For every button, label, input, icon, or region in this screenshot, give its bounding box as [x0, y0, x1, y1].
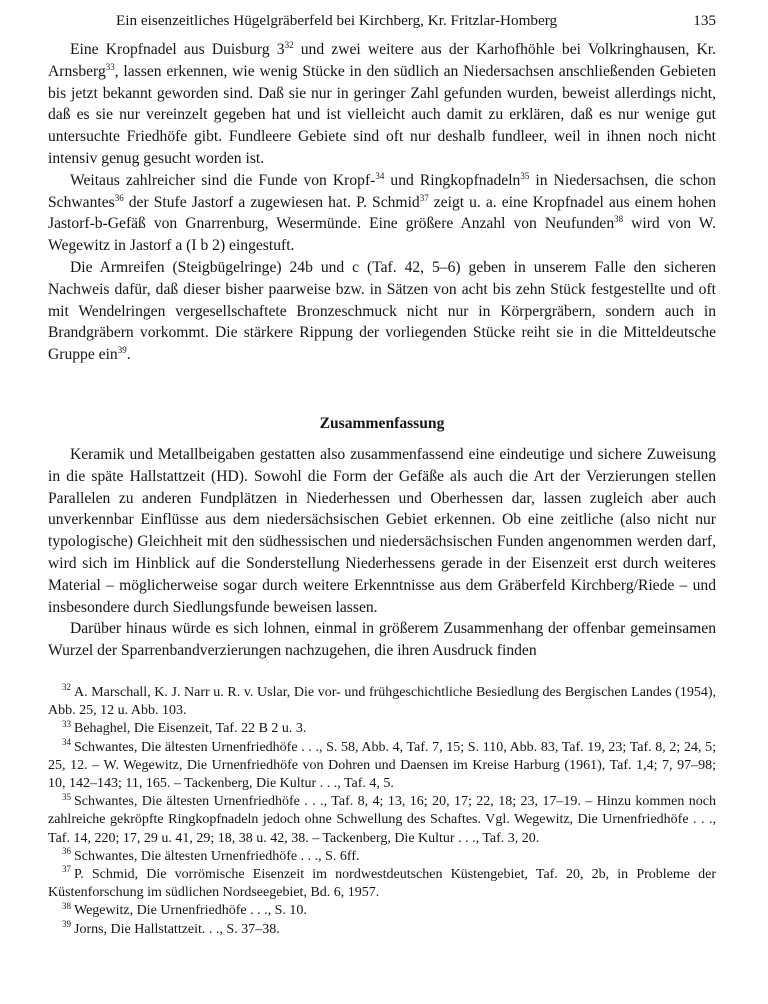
paragraph-text: der Stufe Jastorf a zugewiesen hat. P. Schmid [123, 193, 420, 211]
footnote-text: Jorns, Die Hallstattzeit. . ., S. 37–38. [74, 921, 280, 937]
paragraph-text: und zwei weitere aus der Karhofhöhle bei Volkringhausen, Kr. Arnsberg [48, 41, 716, 80]
footnote-reference: 34 [375, 170, 385, 181]
footnote-text: P. Schmid, Die vorrömische Eisenzeit im nordwestdeutschen Küstengebiet, Taf. 20, 2b, in Probleme der Küstenforschung im südlichen Nordseegebiet, Bd. 6, 1957. [48, 867, 716, 901]
footnote-number: 39 [62, 918, 71, 929]
footnote-text: Wegewitz, Die Urnenfriedhöfe . . ., S. 10. [74, 903, 307, 919]
footnote-number: 32 [62, 682, 71, 693]
section-heading: Zusammenfassung [319, 414, 445, 432]
body-text [48, 39, 716, 662]
footnote-number: 37 [62, 864, 71, 875]
paragraph-text: zeigt u. a. eine Kropfnadel aus einem hohen Jastorf-b-Gefäß von Gnarrenburg, Wesermünde. Eine größere Anzahl von Neufunden [48, 193, 716, 233]
running-title: Ein eisenzeitliches Hügelgräberfeld bei Kirchberg, Kr. Fritzlar-Homberg [116, 12, 558, 29]
footnote-number: 35 [62, 791, 71, 802]
body-paragraph [48, 257, 716, 366]
footnote [48, 736, 716, 794]
body-paragraph [48, 444, 716, 618]
paragraph-text: Darüber hinaus würde es sich lohnen, einmal in größerem Zusammenhang der offenbar gemeinsamen Wurzel der Sparrenbandverzierungen nachzugehen, die ihren Ausdruck finden [48, 620, 716, 660]
paragraph-text: , lassen erkennen, wie wenig Stücke in den südlich an Niedersachsen anschließenden Gebieten bis jetzt bekannt geworden sind. Daß sie nur in geringer Zahl gefunden wurden, beweist allerdings nicht, daß es sie nur vereinzelt gegeben hat und ist vielleicht auch damit zu erklären, daß es nur wenige gut untersuchte Friedhöfe gibt. Fundleere Gebiete sind oft nur deshalb fundleer, weil in ihnen noch nicht intensiv genug gesucht worden ist. [48, 62, 716, 167]
paragraph-text: und Ringkopfnadeln [384, 171, 521, 189]
footnote-reference: 35 [520, 170, 530, 181]
paragraph-text: Eine Kropfnadel aus Duisburg 3 [70, 41, 285, 58]
document-page [48, 0, 716, 1004]
footnote [48, 918, 716, 939]
body-paragraph [48, 618, 716, 662]
paragraph-text: Weitaus zahlreicher sind die Funde von Kropf- [70, 171, 376, 189]
body-paragraph [48, 170, 716, 257]
body-paragraph [48, 39, 716, 170]
footnote [48, 684, 716, 720]
footnote-reference: 36 [114, 192, 124, 203]
footnote-number: 36 [62, 846, 71, 857]
footnote-number: 38 [62, 900, 71, 911]
footnote [48, 866, 716, 902]
footnote-reference: 37 [419, 192, 429, 203]
paragraph-text: . [126, 346, 131, 364]
footnote-reference: 33 [105, 61, 115, 72]
running-head [48, 10, 716, 32]
footnotes [48, 684, 716, 939]
paragraph-text: Keramik und Metallbeigaben gestatten also zusammenfassend eine eindeutige und sichere Zuweisung in die späte Hallstattzeit (HD). Sowohl die Form der Gefäße als auch die Art der Verzierungen stellen Parallelen zu anderen Fundplätzen in Niederhessen und Oberhessen dar, lassen zugleich aber auch unverkennbar Einflüsse aus dem niedersächsischen Gebiet erkennen. Ob eine zeitliche (also nicht nur typologische) Gleichheit mit den südhessischen und niedersächsischen Funden angenommen werden darf, wird sich im Hinblick auf die Sonderstellung Niederhessens gerade in der Eisenzeit erst durch weiteres Material – möglicherweise sogar durch weitere Erkenntnisse aus dem Gräberfeld Kirchberg/Riede – und insbesondere durch Siedlungsfunde beweisen lassen. [48, 445, 716, 616]
footnote-number: 34 [62, 736, 71, 747]
page-number: 135 [693, 12, 716, 29]
footnote-text: Behaghel, Die Eisenzeit, Taf. 22 B 2 u. 3. [74, 721, 307, 737]
footnote-reference: 38 [614, 214, 624, 225]
footnote-reference: 39 [117, 344, 127, 355]
paragraph-text: wird von W. Wegewitz in Jastorf a (I b 2) eingestuft. [48, 215, 716, 255]
footnote [48, 848, 716, 866]
footnote [48, 793, 716, 848]
footnote [48, 902, 716, 920]
paragraphs-after-heading [48, 444, 716, 662]
footnote-text: Schwantes, Die ältesten Urnenfriedhöfe . . ., Taf. 8, 4; 13, 16; 20, 17; 22, 18; 23, 17–19. – Hinzu kommen noch zahlreiche gekröpfte Ringkopfnadeln jedoch ohne Schwellung des Schaftes. Vgl. Wegewitz, Die Urnenfriedhöfe . . ., Taf. 14, 220; 17, 29 u. 41, 29; 18, 38 u. 42, 38. – Tackenberg, Die Kultur . . ., Taf. 3, 20. [48, 794, 716, 846]
footnote-text: A. Marschall, K. J. Narr u. R. v. Uslar, Die vor- und frühgeschichtliche Besiedlung des Bergischen Landes (1954), Abb. 25, 12 u. Abb. 103. [48, 685, 716, 719]
paragraph-text: in Niedersachsen, die schon Schwantes [48, 171, 716, 211]
footnote-text: Schwantes, Die ältesten Urnenfriedhöfe . . ., S. 58, Abb. 4, Taf. 7, 15; S. 110, Abb. 83, Taf. 19, 23; Taf. 8, 2; 24, 5; 25, 12. – W. Wegewitz, Die Urnenfriedhöfe von Dohren und Daensen im Kreise Harburg (1961), Taf. 1,4; 7, 97–98; 10, 142–143; 11, 165. – Tackenberg, Die Kultur . . ., Taf. 4, 5. [48, 739, 716, 792]
footnote-reference: 32 [284, 39, 294, 50]
paragraphs-before-heading [48, 39, 716, 366]
footnote [48, 720, 716, 738]
paragraph-text: Die Armreifen (Steigbügelringe) 24b und c (Taf. 42, 5–6) geben in unserem Falle den sicheren Nachweis dafür, daß dieser bisher paarweise bzw. in Sätzen von acht bis zehn Stück festgestellte und oft mit Wendelringen vergesellschaftete Bronzeschmuck nicht nur in Körpergräbern, sondern auch in Brandgräbern vorkommt. Die stärkere Rippung der vorliegenden Stücke reiht sie in die Mitteldeutsche Gruppe ein [48, 258, 716, 364]
footnote-number: 33 [62, 718, 71, 729]
footnote-text: Schwantes, Die ältesten Urnenfriedhöfe . . ., S. 6ff. [74, 848, 360, 864]
